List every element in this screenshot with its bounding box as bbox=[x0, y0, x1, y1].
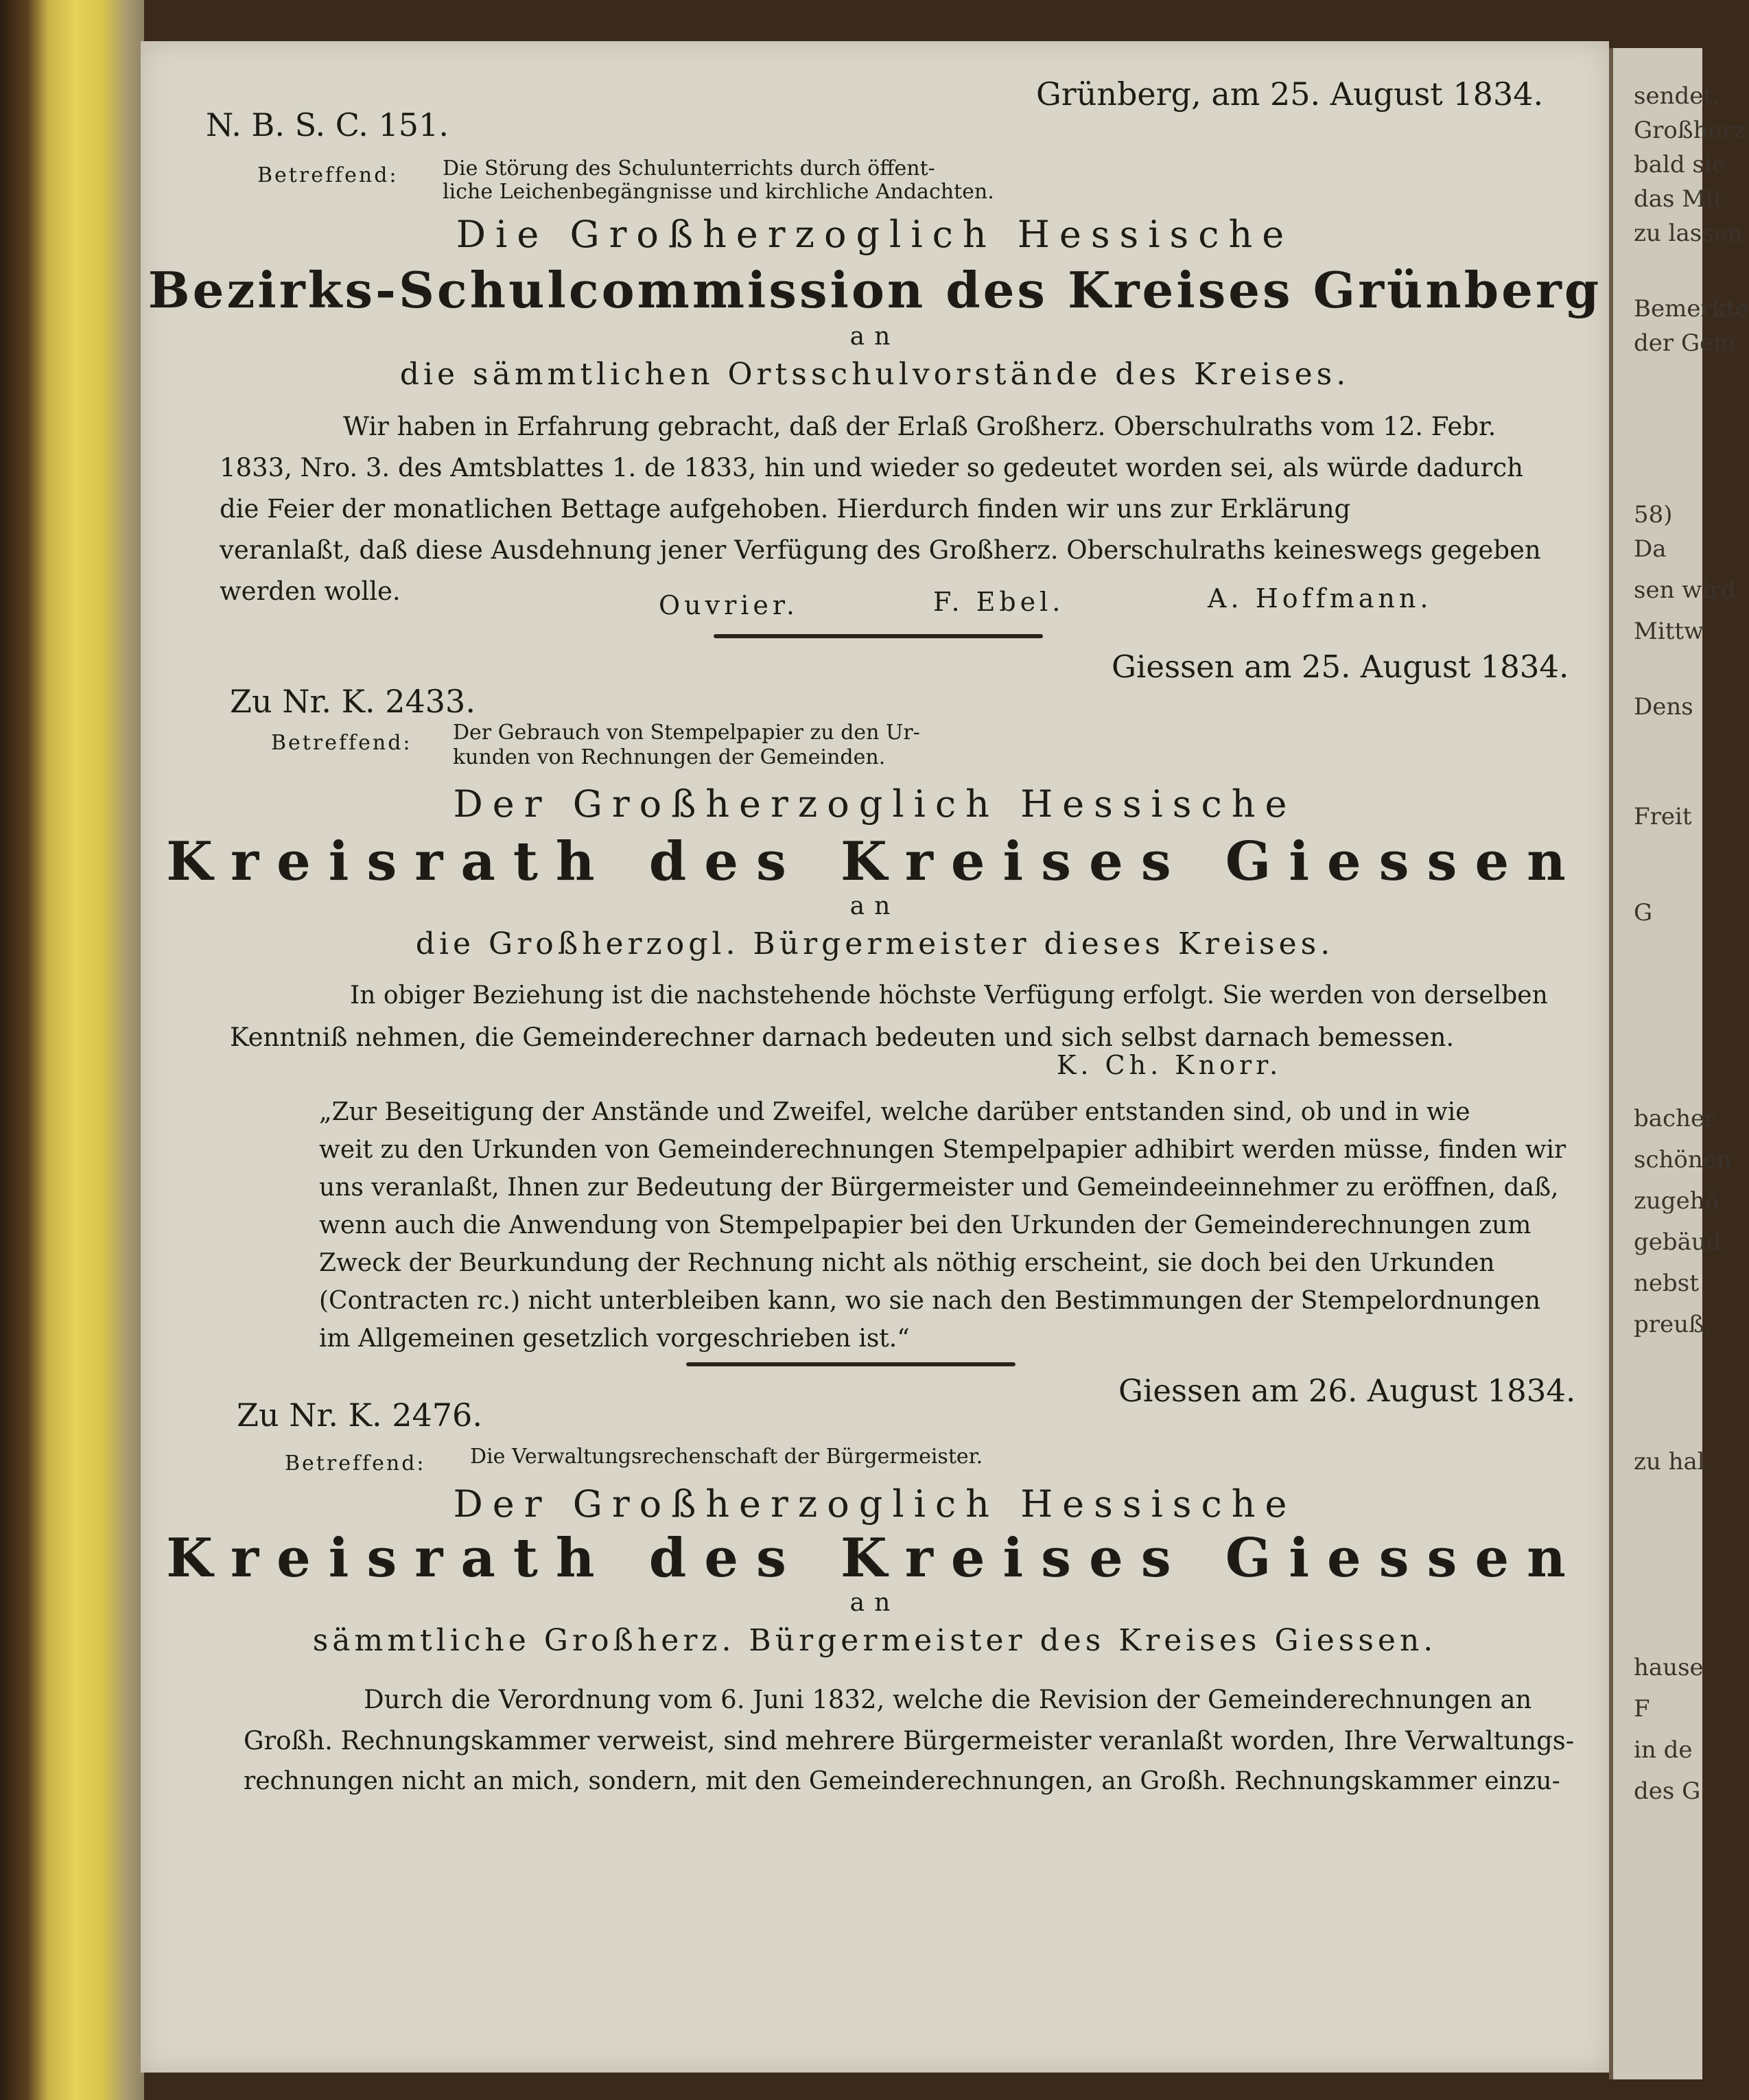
fragment: Dens bbox=[1634, 693, 1693, 721]
fragment: zu lassen bbox=[1634, 220, 1743, 247]
date-line: Giessen am 25. August 1834. bbox=[1112, 649, 1569, 685]
quote-line: „Zur Beseitigung der Anstände und Zweifel, welche darüber entstanden sind, ob und in wie bbox=[319, 1098, 1470, 1126]
fragment: Freit bbox=[1634, 803, 1692, 830]
reference-number: Zu Nr. K. 2433. bbox=[230, 683, 476, 720]
body-line: Großh. Rechnungskammer verweist, sind mehrere Bürgermeister veranlaßt worden, Ihre Verwaltungs- bbox=[244, 1726, 1575, 1755]
fragment: nebst bbox=[1634, 1270, 1699, 1297]
fragment: der Gem bbox=[1634, 329, 1736, 357]
heading-an: an bbox=[849, 323, 900, 351]
fragment: preuß. bbox=[1634, 1311, 1712, 1338]
quote-line: (Contracten rc.) nicht unterbleiben kann, wo sie nach den Bestimmungen der Stempelordnungen bbox=[319, 1287, 1541, 1315]
heading-office: Kreisrath des Kreises Giessen bbox=[166, 1527, 1584, 1589]
body-line: Kenntniß nehmen, die Gemeinderechner darnach bedeuten und sich selbst darnach bemessen. bbox=[230, 1023, 1455, 1052]
date-line: Grünberg, am 25. August 1834. bbox=[1036, 75, 1544, 113]
quote-line: Zweck der Beurkundung der Rechnung nicht als nöthig erscheint, sie doch bei den Urkunden bbox=[319, 1249, 1495, 1277]
body-line: Durch die Verordnung vom 6. Juni 1832, welche die Revision der Gemeinderechnungen an bbox=[364, 1685, 1532, 1714]
fragment: Mittw bbox=[1634, 618, 1704, 645]
fragment: gebäud bbox=[1634, 1228, 1722, 1256]
fragment: F bbox=[1634, 1695, 1650, 1723]
quote-line: im Allgemeinen gesetzlich vorgeschrieben ist.“ bbox=[319, 1325, 910, 1353]
body-line: Wir haben in Erfahrung gebracht, daß der Erlaß Großherz. Oberschulraths vom 12. Febr. bbox=[343, 412, 1496, 441]
subject-text: Die Verwaltungsrechenschaft der Bürgermeister. bbox=[470, 1445, 983, 1469]
subject-text: kunden von Rechnungen der Gemeinden. bbox=[453, 745, 886, 769]
divider-rule bbox=[686, 1362, 1016, 1366]
adjacent-page-fragment bbox=[1609, 48, 1749, 2079]
heading-authority: Der Großherzoglich Hessische bbox=[453, 1482, 1297, 1526]
subject-label: Betreffend: bbox=[285, 1451, 426, 1475]
quote-line: uns veranlaßt, Ihnen zur Bedeutung der Bürgermeister und Gemeindeeinnehmer zu eröffnen, daß, bbox=[319, 1174, 1559, 1202]
fragment: hause bbox=[1634, 1654, 1704, 1681]
heading-recipients: die sämmtlichen Ortsschulvorstände des Kreises. bbox=[399, 357, 1350, 392]
heading-recipients: sämmtliche Großherz. Bürgermeister des Kreises Giessen. bbox=[312, 1623, 1437, 1658]
signature: K. Ch. Knorr. bbox=[1057, 1050, 1282, 1080]
body-line: In obiger Beziehung ist die nachstehende höchste Verfügung erfolgt. Sie werden von derselben bbox=[350, 981, 1548, 1010]
body-line: rechnungen nicht an mich, sondern, mit den Gemeinderechnungen, an Großh. Rechnungskammer einzu- bbox=[244, 1767, 1560, 1795]
subject-label: Betreffend: bbox=[271, 731, 412, 755]
signature: Ouvrier. bbox=[659, 590, 799, 620]
fragment: bacher bbox=[1634, 1105, 1716, 1132]
heading-an: an bbox=[849, 1589, 900, 1617]
fragment: Bemerkte bbox=[1634, 295, 1749, 323]
divider-rule bbox=[714, 634, 1043, 638]
heading-office: Kreisrath des Kreises Giessen bbox=[166, 830, 1584, 893]
reference-number: N. B. S. C. 151. bbox=[206, 106, 449, 143]
fragment: das Mit bbox=[1634, 185, 1723, 213]
fragment: Da bbox=[1634, 535, 1667, 563]
quote-line: wenn auch die Anwendung von Stempelpapier bei den Urkunden der Gemeinderechnungen zum bbox=[319, 1211, 1531, 1239]
heading-recipients: die Großherzogl. Bürgermeister dieses Kreises. bbox=[415, 926, 1335, 961]
fragment: Großherz bbox=[1634, 117, 1746, 144]
subject-text: Die Störung des Schulunterrichts durch öffent- bbox=[443, 156, 935, 180]
quote-line: weit zu den Urkunden von Gemeinderechnungen Stempelpapier adhibirt werden müsse, finden wir bbox=[319, 1136, 1566, 1164]
signature: F. Ebel. bbox=[933, 587, 1065, 617]
fragment: zu hal bbox=[1634, 1448, 1705, 1475]
body-line: veranlaßt, daß diese Ausdehnung jener Verfügung des Großherz. Oberschulraths keineswegs gegeben bbox=[220, 535, 1541, 565]
fragment: des G bbox=[1634, 1777, 1701, 1805]
body-line: werden wolle. bbox=[220, 576, 401, 606]
heading-an: an bbox=[849, 892, 900, 920]
fragment: 58) bbox=[1634, 501, 1673, 528]
body-line: 1833, Nro. 3. des Amtsblattes 1. de 1833, hin und wieder so gedeutet worden sei, als würde dadurch bbox=[220, 453, 1523, 482]
subject-label: Betreffend: bbox=[257, 163, 399, 187]
date-line: Giessen am 26. August 1834. bbox=[1118, 1373, 1576, 1409]
subject-text: Der Gebrauch von Stempelpapier zu den Ur- bbox=[453, 721, 920, 745]
fragment: zugehö bbox=[1634, 1187, 1719, 1215]
fragment: sen wird bbox=[1634, 576, 1736, 604]
subject-text: liche Leichenbegängnisse und kirchliche Andachten. bbox=[443, 180, 994, 204]
fragment: schönen bbox=[1634, 1146, 1732, 1174]
fragment: bald sie bbox=[1634, 151, 1726, 178]
body-line: die Feier der monatlichen Bettage aufgehoben. Hierdurch finden wir uns zur Erklärung bbox=[220, 494, 1351, 524]
heading-authority: Der Großherzoglich Hessische bbox=[453, 782, 1297, 826]
heading-office: Bezirks-Schulcommission des Kreises Grünberg bbox=[148, 261, 1602, 319]
book-page-edge bbox=[0, 0, 144, 2100]
heading-authority: Die Großherzoglich Hessische bbox=[456, 213, 1294, 256]
fragment: in de bbox=[1634, 1736, 1693, 1764]
signature: A. Hoffmann. bbox=[1208, 583, 1433, 614]
fragment: G bbox=[1634, 899, 1653, 926]
reference-number: Zu Nr. K. 2476. bbox=[237, 1397, 482, 1434]
fragment: sendet. bbox=[1634, 82, 1720, 110]
